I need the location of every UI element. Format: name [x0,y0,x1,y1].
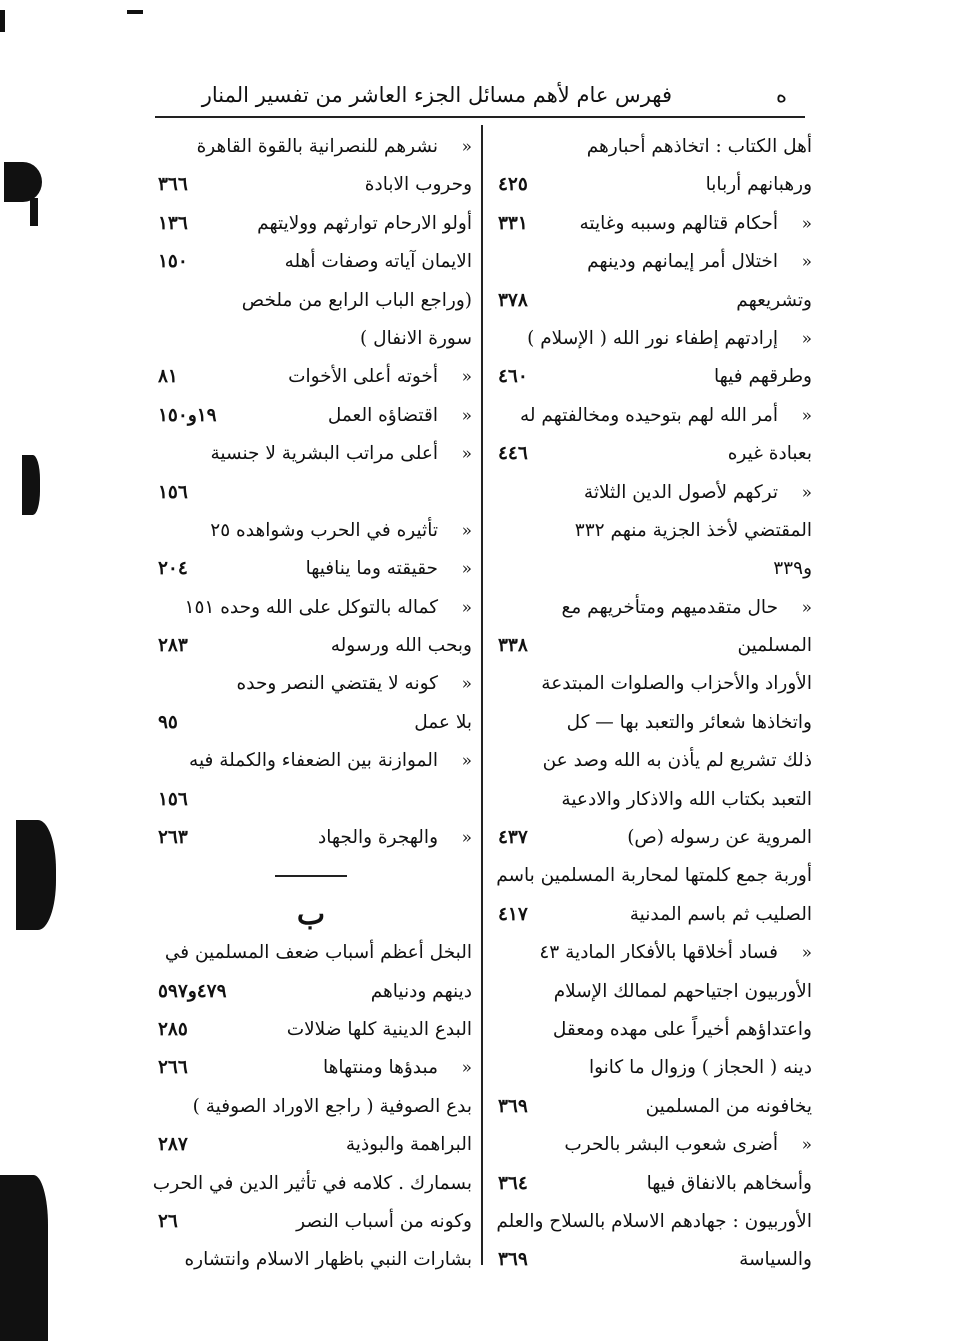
index-entry [490,320,812,358]
scan-margin-blot [4,162,42,202]
page-reference: ٣٦٦ [158,174,188,196]
index-entry [150,1241,472,1279]
running-title: فهرس عام لأهم مسائل الجزء العاشر من تفسير المنار [201,83,672,107]
entry-text: الصليب ثم باسم المدنية [629,903,812,925]
entry-text: البخل أعظم أسباب ضعف المسلمين في [164,942,472,964]
index-entry [150,934,472,972]
ditto-mark: « [461,597,472,618]
index-entry [150,397,472,435]
index-column-right [490,128,812,1280]
section-letter: ب [296,896,326,932]
ditto-mark: « [461,559,472,580]
ditto-mark: « [461,137,472,157]
entry-text: الأوربيون اجتياحهم لممالك الإسلام [553,980,812,1002]
entry-text: أهل الكتاب : اتخاذهم أحبارهم [586,136,812,157]
entry-text: المروية عن رسوله (ص) [627,827,812,849]
index-entry [490,1126,812,1164]
index-entry [490,1011,812,1049]
index-entry [150,358,472,396]
page-reference: ٨١ [158,366,178,388]
index-entry [490,742,812,780]
scan-margin-blot [16,820,56,930]
entry-text: بشارات النبي باظهار الاسلام وانتشاره [184,1249,472,1271]
entry-text: أضرى شعوب البشر بالحرب [564,1134,778,1156]
index-entry [150,1203,472,1241]
scan-margin-blot [0,1175,48,1341]
entry-text: حال متقدميهم ومتأخريهم مع [561,596,778,618]
index-entry [490,205,812,243]
ditto-mark: « [461,751,472,772]
ditto-mark: « [801,482,812,503]
entry-text: دينه ( الحجاز ) وزوال ما كانوا [588,1057,812,1079]
entry-text: تركهم لأصول الدين الثلاثة [583,481,778,503]
entry-text: (وراجع الباب الرابع من ملخص [241,289,472,311]
page-reference: ٢٨٥ [158,1018,188,1040]
index-entry [150,166,472,204]
page-reference: ٣٣٨ [498,635,528,657]
index-entry [150,1049,472,1087]
ditto-mark: « [801,597,812,618]
ditto-mark: « [801,213,812,234]
index-entry [490,1165,812,1203]
page-reference: ١٥٦ [158,788,188,810]
index-entry [150,627,472,665]
index-entry [150,512,472,550]
entry-text: أوربة جمع كلمتها لمحاربة المسلمين باسم [496,865,812,887]
page-reference: ١٥٠ [158,251,188,273]
entry-text: ورهبانهم أربابا [705,174,812,196]
page-reference: ٢٦ [158,1210,178,1232]
index-entry [150,282,472,320]
entry-text: كماله بالتوكل على الله وحده ١٥١ [184,596,438,618]
scan-margin-blot [30,198,38,226]
page-reference: ٤٤٦ [498,443,528,465]
index-entry [490,243,812,281]
index-entry [150,819,472,857]
index-entry [490,934,812,972]
page-reference: ٢٠٤ [158,558,188,580]
index-entry [490,474,812,512]
index-entry [490,166,812,204]
index-entry [490,512,812,550]
page-reference: ٢٦٣ [158,827,188,849]
page-reference: ٤٦٠ [498,366,528,388]
index-entry [150,243,472,281]
page-reference: ٤٧٩و٥٩٧ [158,980,227,1002]
ditto-mark: « [461,674,472,695]
entry-text: و٣٣٩ [773,558,812,580]
section-rule [275,875,347,877]
ditto-mark: « [801,943,812,964]
entry-text: وكونه من أسباب النصر [296,1210,472,1232]
entry-text: بدع الصوفية ( راجع الاوراد الصوفية ) [192,1095,472,1117]
entry-text: فساد أخلاقها بالأفكار المادية ٤٣ [539,942,778,964]
entry-text: كونه لا يقتضي النصر وحده [236,673,438,695]
index-entry [490,1088,812,1126]
entry-text: بلا عمل [414,711,472,733]
ditto-mark: « [461,520,472,541]
index-entry [150,1088,472,1126]
index-entry [150,128,472,166]
entry-text: بسمارك . كلامه في تأثير الدين في الحرب [152,1172,472,1194]
index-entry [490,665,812,703]
scan-top-mark [127,10,143,14]
page-reference: ٤٣٧ [498,827,528,849]
page-reference: ٣٦٤ [498,1172,528,1194]
entry-text: دينهم ودنياهم [370,980,472,1002]
page-reference: ١٣٦ [158,212,188,234]
ditto-mark: « [801,405,812,426]
scan-margin-blot [22,455,40,515]
ditto-mark: « [801,328,812,349]
index-entry [490,1049,812,1087]
page-reference: ٣٣١ [498,212,528,234]
entry-text: الأوربيون : جهادهم الاسلام بالسلاح والعلم [496,1210,812,1232]
entry-text: ذلك تشريع لم يأذن به الله وصد عن [542,750,812,772]
page-reference: ٤٢٥ [498,174,528,196]
entry-text: واعتداؤهم أخيراً على مهده ومعقل [552,1018,812,1040]
entry-text: المسلمين [737,635,812,657]
entry-text: وأسخاهم بالانفاق فيها [646,1172,812,1194]
page-reference: ٢٨٧ [158,1134,188,1156]
entry-text: أحكام قتالهم وسببه وغايته [579,212,778,234]
entry-text: اقتضاؤه العمل [327,404,438,426]
index-entry [150,474,472,512]
entry-text: نشرهم للنصرانية بالقوة القاهرة [196,136,438,157]
entry-text: والهجرة والجهاد [317,827,438,849]
entry-text: أخوته أعلى الأخوات [288,366,438,388]
index-entry [490,550,812,588]
index-entry [490,1241,812,1279]
index-entry [490,627,812,665]
page-header [95,78,787,112]
entry-text: يخافونه من المسلمين [645,1095,812,1117]
page-reference: ٣٦٩ [498,1249,528,1271]
page-reference: ٣٧٨ [498,289,528,311]
index-entry [150,896,472,934]
index-entry [150,857,472,895]
index-entry [490,973,812,1011]
index-entry [150,1126,472,1164]
entry-text: وطرقهم فيها [713,366,812,388]
header-rule [155,116,805,118]
index-column-left [150,128,472,1280]
entry-text: أعلى مراتب البشرية لا جنسية [210,443,438,465]
entry-text: الأوراد والأحزاب والصلوات المبتدعة [541,673,812,695]
entry-text: وبحب الله ورسوله [330,635,472,657]
ditto-mark: « [461,367,472,388]
entry-text: حقيقته وما ينافيها [305,558,438,580]
entry-text: الموازنة بين الضعفاء والكملة فيه [189,750,438,772]
page-number: ه [775,83,787,107]
index-entry [150,781,472,819]
index-entry [150,205,472,243]
index-entry [490,397,812,435]
entry-text: بعبادة غيره [727,443,812,465]
index-entry [150,1165,472,1203]
index-entry [490,857,812,895]
entry-text: سورة الانفال ) [360,327,472,349]
index-entry [490,819,812,857]
entry-text: إرادتهم إطفاء نور الله ( الإسلام ) [527,327,778,349]
column-divider [481,125,483,1265]
entry-text: وتشريعهم [736,289,812,311]
index-entry [150,742,472,780]
ditto-mark: « [801,1135,812,1156]
page-reference: ١٥٦ [158,481,188,503]
index-entry [150,320,472,358]
entry-text: المقتضي لأخذ الجزية منهم ٣٣٢ [574,519,812,541]
index-entry [150,1011,472,1049]
page-reference: ١٩و١٥٠ [158,404,217,426]
page-reference: ٩٥ [158,711,178,733]
page-reference: ٢٦٦ [158,1057,188,1079]
entry-text: واتخاذها شعائر والتعبد بها — كل [566,711,812,733]
index-entry [150,665,472,703]
index-entry [490,128,812,166]
entry-text: التعبد بكتاب الله والاذكار والادعية [561,788,812,810]
index-entry [490,589,812,627]
entry-text: الايمان آياته وصفات أهله [284,251,472,273]
entry-text: وحروب الابادة [364,174,472,196]
index-entry [150,973,472,1011]
index-entry [150,550,472,588]
ditto-mark: « [461,828,472,849]
entry-text: البدع الدينية كلها ضلالات [286,1018,472,1040]
index-entry [150,589,472,627]
index-entry [490,781,812,819]
index-entry [150,704,472,742]
entry-text: أولو الارحام توارثهم وولايتهم [257,212,472,234]
ditto-mark: « [461,1058,472,1079]
scan-corner-mark [0,10,5,32]
ditto-mark: « [461,444,472,465]
ditto-mark: « [461,405,472,426]
entry-text: تأثيره في الحرب وشواهده ٢٥ [210,519,438,541]
index-entry [490,1203,812,1241]
entry-text: أمر الله لهم بتوحيده ومخالفتهم له [519,404,778,426]
index-entry [490,896,812,934]
entry-text: مبدؤها ومنتهاها [323,1057,438,1079]
index-entry [490,358,812,396]
entry-text: البراهمة والبوذية [345,1134,472,1156]
entry-text: والسياسة [739,1249,812,1271]
index-entry [490,282,812,320]
index-entry [490,704,812,742]
page-reference: ٣٦٩ [498,1095,528,1117]
page-reference: ٤١٧ [498,903,528,925]
index-entry [150,435,472,473]
page-reference: ٢٨٣ [158,635,188,657]
entry-text: اختلال أمر إيمانهم ودينهم [587,251,778,273]
index-entry [490,435,812,473]
ditto-mark: « [801,252,812,273]
